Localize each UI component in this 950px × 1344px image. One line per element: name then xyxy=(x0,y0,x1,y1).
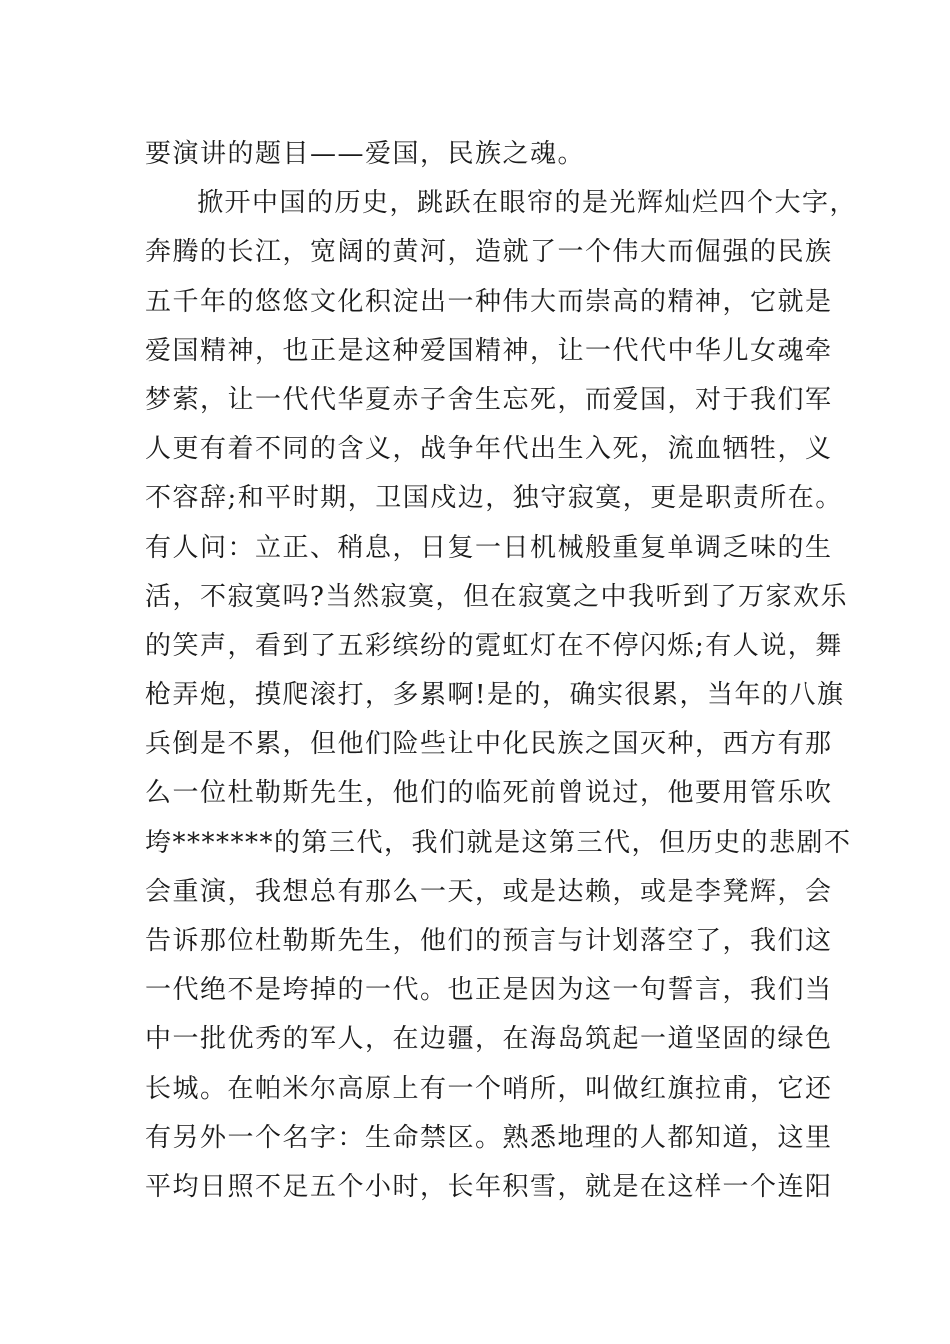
text-line: 人更有着不同的含义，战争年代出生入死，流血牺牲，义 xyxy=(145,434,833,465)
speech-text-block xyxy=(145,130,858,1212)
text-line: 一代绝不是垮掉的一代。也正是因为这一句誓言，我们当 xyxy=(145,975,833,1006)
text-line: 爱国精神，也正是这种爱国精神，让一代代中华儿女魂牵 xyxy=(145,335,833,366)
text-line: 奔腾的长江，宽阔的黄河，造就了一个伟大而倔强的民族 xyxy=(145,237,833,268)
text-line: 会重演，我想总有那么一天，或是达赖，或是李凳辉，会 xyxy=(145,876,833,907)
text-line: 要演讲的题目——爱国，民族之魂。 xyxy=(145,139,586,169)
text-line: 中一批优秀的军人，在边疆，在海岛筑起一道坚固的绿色 xyxy=(145,1024,833,1055)
text-line: 平均日照不足五个小时，长年积雪，就是在这样一个连阳 xyxy=(145,1171,833,1202)
text-line: 枪弄炮，摸爬滚打，多累啊!是的，确实很累，当年的八旗 xyxy=(145,680,845,711)
text-line: 么一位杜勒斯先生，他们的临死前曾说过，他要用管乐吹 xyxy=(145,778,833,809)
text-line: 五千年的悠悠文化积淀出一种伟大而崇高的精神，它就是 xyxy=(145,286,833,317)
text-line: 的笑声，看到了五彩缤纷的霓虹灯在不停闪烁;有人说，舞 xyxy=(145,630,843,661)
text-line: 不容辞;和平时期，卫国戍边，独守寂寞，更是职责所在。 xyxy=(145,483,843,514)
text-line: 长城。在帕米尔高原上有一个哨所，叫做红旗拉甫，它还 xyxy=(145,1073,833,1104)
text-line: 告诉那位杜勒斯先生，他们的预言与计划落空了，我们这 xyxy=(145,926,833,956)
paragraph-first-line: 掀开中国的历史，跳跃在眼帘的是光辉灿烂四个大字， xyxy=(197,188,858,219)
text-line: 有另外一个名字：生命禁区。熟悉地理的人都知道，这里 xyxy=(145,1122,833,1153)
text-line: 活，不寂寞吗?当然寂寞，但在寂寞之中我听到了万家欢乐 xyxy=(145,581,848,612)
text-line: 垮*******的第三代，我们就是这第三代，但历史的悲剧不 xyxy=(145,827,852,858)
text-line: 梦萦，让一代代华夏赤子舍生忘死，而爱国，对于我们军 xyxy=(145,384,833,415)
text-line: 有人问：立正、稍息，日复一日机械般重复单调乏味的生 xyxy=(145,532,833,563)
text-line: 兵倒是不累，但他们险些让中化民族之国灭种，西方有那 xyxy=(145,729,833,760)
